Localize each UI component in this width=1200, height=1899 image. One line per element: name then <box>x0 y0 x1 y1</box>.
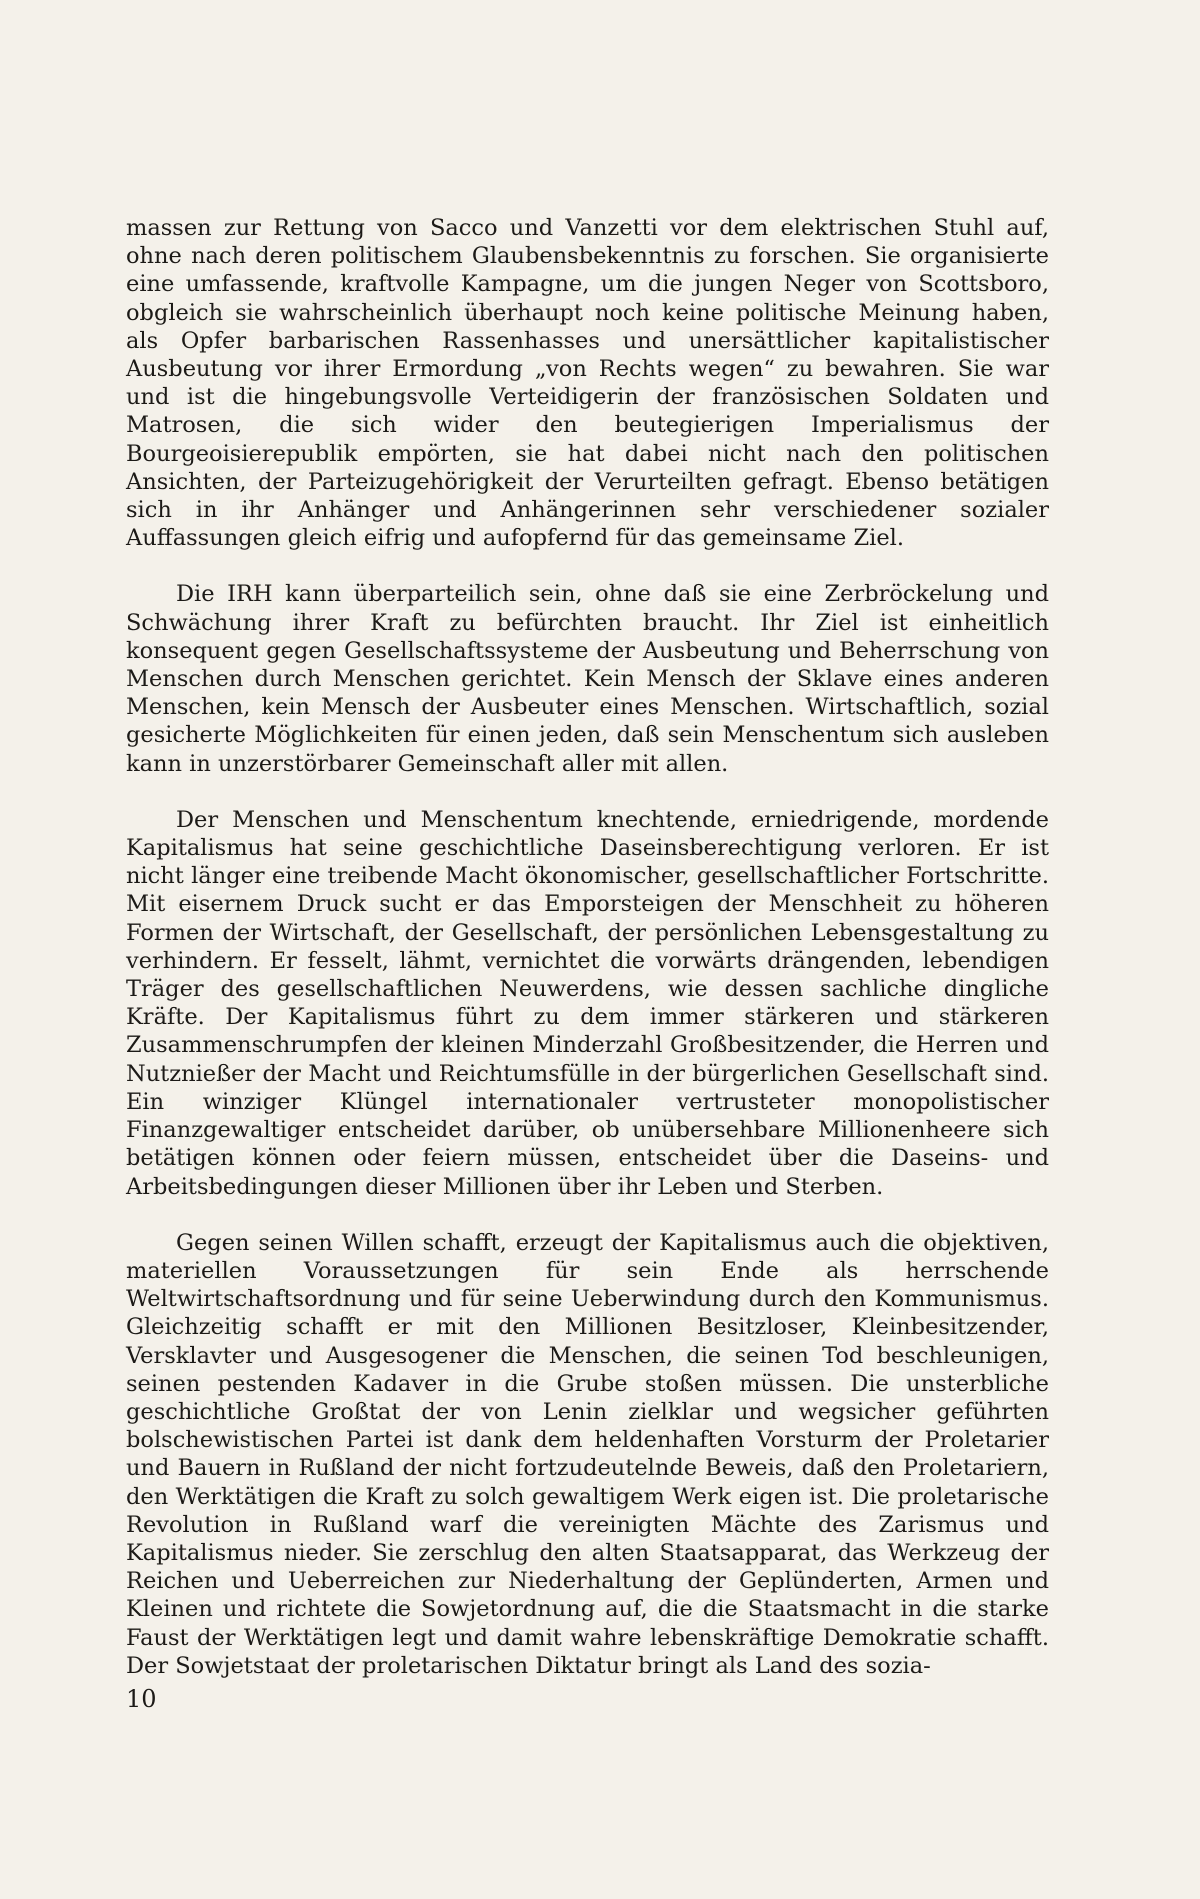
page-number: 10 <box>126 1685 157 1713</box>
body-text <box>126 214 1049 1708</box>
paragraph-3: Der Menschen und Menschentum knechtende, erniedrigende, mordende Kapitalismus hat seine geschichtliche Daseinsberechtigung verloren. Er ist nicht länger eine treibende Macht ökonomischer, gesellschaftlicher Fortschritte. Mit eisernem Druck sucht er das Emporsteigen der Menschheit zu höheren Formen der Wirtschaft, der Gesellschaft, der persönlichen Lebensgestaltung zu verhindern. Er fesselt, lähmt, vernichtet die vorwärts drängenden, lebendigen Träger des gesellschaftlichen Neuwerdens, wie dessen sachliche dingliche Kräfte. Der Kapitalismus führt zu dem immer stärkeren und stärkeren Zusammenschrumpfen der kleinen Minderzahl Großbesitzender, die Herren und Nutznießer der Macht und Reichtumsfülle in der bürgerlichen Gesellschaft sind. Ein winziger Klüngel internationaler vertrusteter monopolistischer Finanzgewaltiger entscheidet darüber, ob unübersehbare Millionenheere sich betätigen können oder feiern müssen, entscheidet über die Daseins- und Arbeitsbedingungen dieser Millionen über ihr Leben und Sterben. <box>126 806 1049 1200</box>
paragraph-2: Die IRH kann überparteilich sein, ohne daß sie eine Zerbröckelung und Schwächung ihrer Kraft zu befürchten braucht. Ihr Ziel ist einheitlich konsequent gegen Gesellschaftssysteme der Ausbeutung und Beherrschung von Menschen durch Menschen gerichtet. Kein Mensch der Sklave eines anderen Menschen, kein Mensch der Ausbeuter eines Menschen. Wirtschaftlich, sozial gesicherte Möglichkeiten für einen jeden, daß sein Menschentum sich ausleben kann in unzerstörbarer Gemeinschaft aller mit allen. <box>126 581 1049 777</box>
paragraph-4: Gegen seinen Willen schafft, erzeugt der Kapitalismus auch die objektiven, materiellen Voraussetzungen für sein Ende als herrschende Weltwirtschaftsordnung und für seine Ueberwindung durch den Kommunismus. Gleichzeitig schafft er mit den Millionen Besitzloser, Kleinbesitzender, Versklavter und Ausgesogener die Menschen, die seinen Tod beschleunigen, seinen pestenden Kadaver in die Grube stoßen müssen. Die unsterbliche geschichtliche Großtat der von Lenin zielklar und wegsicher geführten bolschewistischen Partei ist dank dem heldenhaften Vorsturm der Proletarier und Bauern in Rußland der nicht fortzudeutelnde Beweis, daß den Proletariern, den Werktätigen die Kraft zu solch gewaltigem Werk eigen ist. Die proletarische Revolution in Rußland warf die vereinigten Mächte des Zarismus und Kapitalismus nieder. Sie zerschlug den alten Staatsapparat, das Werkzeug der Reichen und Ueberreichen zur Niederhaltung der Geplünderten, Armen und Kleinen und richtete die Sowjetordnung auf, die die Staatsmacht in die starke Faust der Werktätigen legt und damit wahre lebenskräftige Demokratie schafft. Der Sowjetstaat der proletarischen Diktatur bringt als Land des sozia- <box>126 1229 1049 1679</box>
paragraph-1: massen zur Rettung von Sacco und Vanzetti vor dem elektrischen Stuhl auf, ohne nach deren politischem Glaubensbekenntnis zu forschen. Sie organisierte eine umfassende, kraftvolle Kampagne, um die jungen Neger von Scottsboro, obgleich sie wahrscheinlich überhaupt noch keine politische Meinung haben, als Opfer barbarischen Rassenhasses und unersättlicher kapitalistischer Ausbeutung vor ihrer Ermordung „von Rechts wegen“ zu bewahren. Sie war und ist die hingebungsvolle Verteidigerin der französischen Soldaten und Matrosen, die sich wider den beutegierigen Imperialismus der Bourgeoisierepublik empörten, sie hat dabei nicht nach den politischen Ansichten, der Parteizugehörigkeit der Verurteilten gefragt. Ebenso betätigen sich in ihr Anhänger und Anhängerinnen sehr verschiedener sozialer Auffassungen gleich eifrig und aufopfernd für das gemeinsame Ziel. <box>126 215 1049 552</box>
